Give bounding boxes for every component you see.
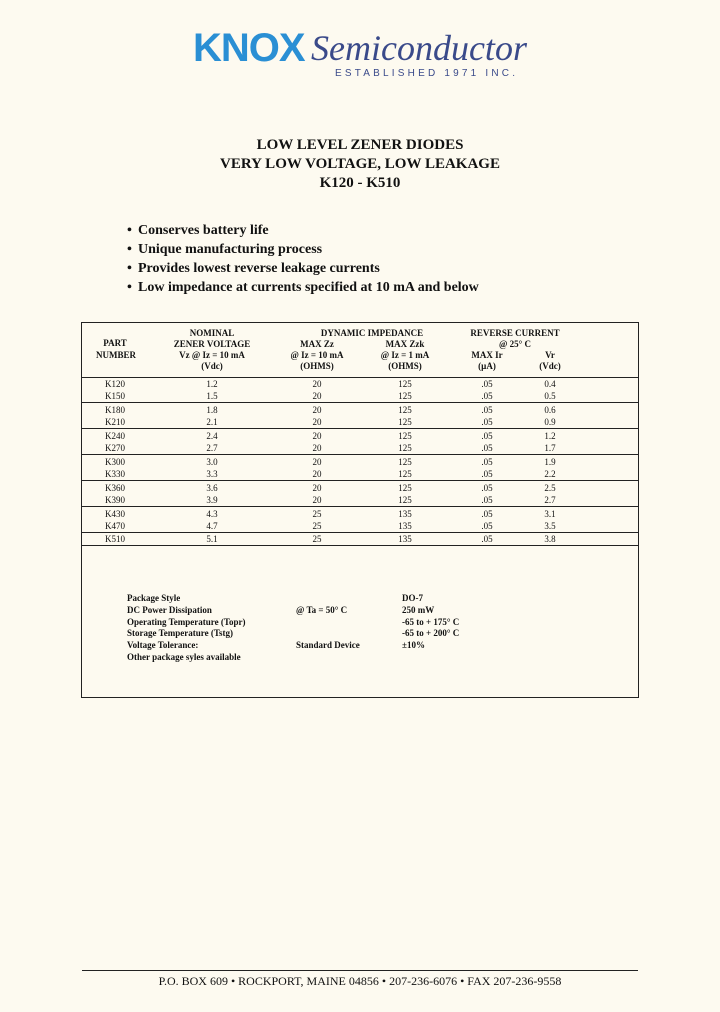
list-item: • Provides lowest reverse leakage currents [127, 261, 380, 276]
cell-vz: 1.2 [206, 379, 218, 389]
cell-zz: 25 [312, 521, 322, 531]
logo-tagline: ESTABLISHED 1971 INC. [335, 68, 519, 79]
cell-zzk: 125 [398, 469, 412, 479]
header-vz-unit: (Vdc) [201, 361, 223, 371]
cell-ir: .05 [481, 391, 493, 401]
page-title: LOW LEVEL ZENER DIODES [256, 137, 464, 153]
cell-zz: 20 [312, 417, 322, 427]
header-max-zz: MAX Zz [300, 339, 334, 349]
cell-part: K510 [105, 534, 125, 544]
cell-vr: 3.8 [544, 534, 556, 544]
part-range: K120 - K510 [319, 175, 401, 191]
cell-ir: .05 [481, 457, 493, 467]
cell-vr: 0.5 [544, 391, 556, 401]
cell-part: K240 [105, 431, 125, 441]
header-number: NUMBER [96, 350, 136, 360]
cell-zzk: 125 [398, 457, 412, 467]
cell-zzk: 125 [398, 483, 412, 493]
cell-vz: 5.1 [206, 534, 218, 544]
cell-vr: 3.5 [544, 521, 556, 531]
cell-vr: 2.7 [544, 495, 556, 505]
header-nominal: NOMINAL [189, 328, 235, 338]
header-max-ir: MAX Ir [471, 350, 503, 360]
spec-label: Package Style [127, 593, 181, 603]
header-max-zzk: MAX Zzk [385, 339, 425, 349]
header-part: PART [103, 338, 127, 348]
cell-zz: 25 [312, 509, 322, 519]
spec-value: 250 mW [402, 604, 435, 615]
spec-condition: Standard Device [296, 640, 360, 651]
cell-vz: 3.0 [206, 457, 218, 467]
spec-value: -65 to + 200° C [402, 628, 460, 639]
cell-zzk: 135 [398, 521, 412, 531]
divider [82, 402, 638, 403]
cell-ir: .05 [481, 431, 493, 441]
divider [82, 377, 638, 378]
spec-label: Other package syles available [127, 652, 241, 662]
cell-ir: .05 [481, 405, 493, 415]
spec-label: DC Power Dissipation [127, 604, 212, 615]
cell-ir: .05 [481, 417, 493, 427]
cell-zz: 20 [312, 457, 322, 467]
logo-name: Semiconductor [311, 28, 527, 68]
cell-part: K150 [105, 391, 125, 401]
cell-vz: 2.1 [206, 417, 218, 427]
cell-ir: .05 [481, 534, 493, 544]
cell-part: K300 [105, 457, 125, 467]
cell-vr: 1.7 [544, 443, 556, 453]
divider [82, 428, 638, 429]
divider [82, 545, 638, 546]
cell-ir: .05 [481, 469, 493, 479]
header-zzk-cond: @ Iz = 1 mA [380, 350, 430, 360]
header-zener-voltage: ZENER VOLTAGE [173, 339, 251, 349]
cell-part: K210 [105, 417, 125, 427]
cell-part: K360 [105, 483, 125, 493]
cell-zz: 20 [312, 405, 322, 415]
cell-vz: 4.3 [206, 509, 218, 519]
footer-divider [82, 970, 638, 971]
cell-zzk: 125 [398, 431, 412, 441]
header-zzk-unit: (OHMS) [388, 361, 422, 371]
cell-zz: 20 [312, 495, 322, 505]
cell-zzk: 125 [398, 417, 412, 427]
cell-part: K330 [105, 469, 125, 479]
cell-ir: .05 [481, 443, 493, 453]
cell-part: K270 [105, 443, 125, 453]
divider [82, 532, 638, 533]
cell-zz: 20 [312, 483, 322, 493]
cell-vr: 0.4 [544, 379, 556, 389]
list-item: • Unique manufacturing process [127, 242, 323, 257]
cell-zz: 20 [312, 379, 322, 389]
cell-zz: 20 [312, 391, 322, 401]
cell-ir: .05 [481, 495, 493, 505]
spec-label: Operating Temperature (Topr) [127, 616, 246, 627]
header-reverse-cond: @ 25° C [499, 339, 531, 349]
divider [82, 480, 638, 481]
page-subtitle: VERY LOW VOLTAGE, LOW LEAKAGE [220, 156, 500, 172]
header-vr-unit: (Vdc) [539, 361, 561, 371]
spec-label: Voltage Tolerance: [127, 640, 199, 651]
cell-part: K430 [105, 509, 125, 519]
cell-vz: 3.9 [206, 495, 218, 505]
list-item: • Conserves battery life [127, 223, 269, 238]
logo-brand: KNOX [193, 26, 305, 70]
cell-vz: 3.6 [206, 483, 218, 493]
footer-contact: P.O. BOX 609 • ROCKPORT, MAINE 04856 • 207-236-6076 • FAX 207-236-9558 [158, 974, 562, 988]
header-zz-unit: (OHMS) [300, 361, 334, 371]
cell-zzk: 125 [398, 443, 412, 453]
cell-ir: .05 [481, 483, 493, 493]
cell-zz: 20 [312, 431, 322, 441]
cell-ir: .05 [481, 379, 493, 389]
header-vz: Vz @ Iz = 10 mA [179, 350, 245, 360]
cell-vz: 2.4 [206, 431, 218, 441]
cell-zzk: 135 [398, 534, 412, 544]
header-dynamic-impedance: DYNAMIC IMPEDANCE [320, 328, 424, 338]
cell-vr: 0.6 [544, 405, 556, 415]
cell-vr: 1.2 [544, 431, 556, 441]
cell-zzk: 125 [398, 391, 412, 401]
cell-vz: 4.7 [206, 521, 218, 531]
cell-part: K180 [105, 405, 125, 415]
cell-vr: 2.5 [544, 483, 556, 493]
spec-label: Storage Temperature (Tstg) [127, 628, 233, 639]
divider [82, 506, 638, 507]
cell-vz: 1.5 [206, 391, 218, 401]
spec-value: ±10% [402, 640, 425, 651]
cell-zzk: 135 [398, 509, 412, 519]
cell-ir: .05 [481, 509, 493, 519]
cell-zzk: 125 [398, 405, 412, 415]
cell-ir: .05 [481, 521, 493, 531]
cell-vr: 2.2 [544, 469, 556, 479]
cell-vr: 0.9 [544, 417, 556, 427]
header-vr: Vr [545, 350, 555, 360]
cell-zzk: 125 [398, 495, 412, 505]
spec-value: DO-7 [402, 593, 423, 603]
header-reverse-current: REVERSE CURRENT [470, 328, 560, 338]
cell-vz: 1.8 [206, 405, 218, 415]
spec-condition: @ Ta = 50° C [296, 604, 348, 615]
cell-zzk: 125 [398, 379, 412, 389]
cell-part: K120 [105, 379, 125, 389]
header-ir-unit: (µA) [478, 361, 496, 371]
cell-vr: 3.1 [544, 509, 556, 519]
feature-list [127, 221, 479, 297]
cell-zz: 20 [312, 443, 322, 453]
cell-vz: 2.7 [206, 443, 218, 453]
cell-zz: 25 [312, 534, 322, 544]
header-zz-cond: @ Iz = 10 mA [290, 350, 344, 360]
company-logo [193, 22, 533, 84]
cell-part: K390 [105, 495, 125, 505]
cell-vr: 1.9 [544, 457, 556, 467]
divider [82, 454, 638, 455]
spec-value: -65 to + 175° C [402, 616, 460, 627]
cell-zz: 20 [312, 469, 322, 479]
cell-vz: 3.3 [206, 469, 218, 479]
spec-table-box [81, 322, 639, 698]
cell-part: K470 [105, 521, 125, 531]
list-item: • Low impedance at currents specified at 10 mA and below [127, 280, 479, 295]
